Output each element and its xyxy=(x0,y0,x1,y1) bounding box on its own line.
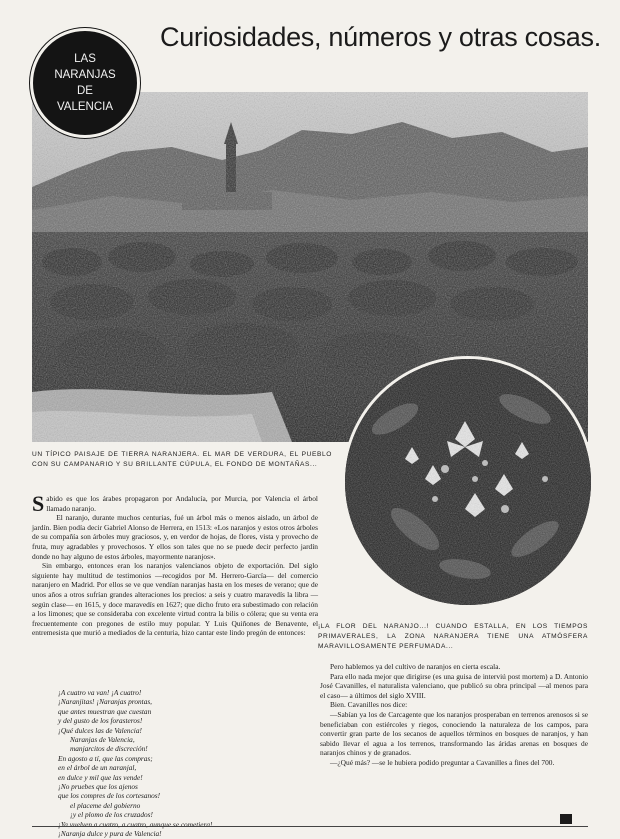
badge-line: LAS xyxy=(74,53,96,65)
end-mark xyxy=(560,814,572,824)
article-paragraph: —¿Qué más? —se le hubiera podido preguntar a Cavanilles a fines del 700. xyxy=(330,757,555,767)
article-paragraph: Sin embargo, entonces eran los naranjos valencianos objeto de exportación. Del siglo siguiente hay multitud de testimonios —recogidos por M. Herrero-García— del comercio naranjero en Madrid. Por ellos se ve que vendían naranjas hasta en los meses de verano; que de unos años a otros sufrían grandes alteraciones los precios: a seis y cuatro maravedís la libra —según clase— en 1615, y doce maravedís en 1627; que dicho fruto era subestimado con relación a los limones; que se consideraba con excelente virtud contra la bilis o cólera; que su venta era frecuentemente con pregones de estilo muy popular. Y Luis Quiñones de Benavente, el entremesista que murió a mediados de la centuria, hizo cantar este lindo pregón de entonces: xyxy=(32,561,318,638)
orange-blossom-photo xyxy=(342,356,594,608)
badge-line: VALENCIA xyxy=(56,101,114,113)
article-paragraph: El naranjo, durante muchos centurias, fué un árbol más o menos aislado, un árbol de jardín. Bien podía decir Gabriel Alonso de Herrera, en 1513: «Los naranjos y estos otros árboles de su compañía son árboles muy graciosos, y, en verdor de hojas, de flores, vista y provecho de fruta, muy agradables y provechosos. Y ellos son tales que no se puede decir perfecto jardín donde no hay alguno de estos árboles, mayormente naranjos». xyxy=(32,513,318,561)
verse-line: ¡A cuatro va van! ¡A cuatro! xyxy=(58,688,142,697)
main-photo-caption: UN TÍPICO PAISAJE DE TIERRA NARANJERA. EL MAR DE VERDURA, EL PUEBLO CON SU CAMPANARIO Y SU BRILLANTE CÚPULA, EL FONDO DE MONTAÑAS... xyxy=(32,451,332,468)
section-badge xyxy=(30,28,140,138)
article-paragraph: —Sabían ya los de Carcagente que los naranjos prosperaban en terrenos arenosos si se beneficiaban con estiércoles y riegos, conociendo la naturaleza de los campos, para convertir gran parte de los secanos de aquellos términos en bosques de naranjos, y han sabido llevar el agua a los terrenos, transformando las áridas arenas en bosques de naranjos chinos y de granados. xyxy=(320,709,588,758)
drop-cap: S xyxy=(32,491,45,516)
verse-line: y del gusto de los forasteros! xyxy=(58,716,143,726)
verse-line: ¡Naranja dulce y pura de Valencia! xyxy=(58,829,162,839)
verse-line: En agosto a tí, que las compras; xyxy=(58,753,153,763)
verse-line: manjarcitos de discreción! xyxy=(70,744,148,754)
article-paragraph: Para ello nada mejor que dirigirse (es una guisa de interviú post mortem) a D. Antonio José Cavanilles, el naturalista valenciano, que publicó su obra principal —al menos para el caso— a últimos del siglo XVIII. xyxy=(320,671,588,700)
article-left-column xyxy=(32,491,318,638)
badge-line: DE xyxy=(77,85,93,97)
verse-line: ¡y el plomo de los cruzados! xyxy=(70,810,153,820)
article-right-column xyxy=(320,662,588,768)
bottom-rule xyxy=(32,826,588,827)
verse-line: en dulce y mil que las vende! xyxy=(58,772,143,782)
verse-line: ¡No pruebes que los ajenos xyxy=(58,782,138,792)
verse-line: ¡Qué dulces las de Valencia! xyxy=(58,725,142,735)
verse-line: ¡Ya vuelven a cuatro, a cuatro, aunque se cometiera! xyxy=(58,819,213,829)
blossom-photo-caption: ¡LA FLOR DEL NARANJO...! CUANDO ESTALLA, EN LOS TIEMPOS PRIMAVERALES, LA ZONA NARANJERA TIENE UNA ATMÓSFERA MARAVILLOSAMENTE PERFUMADA... xyxy=(318,623,588,650)
article-paragraph: Bien. Cavanilles nos dice: xyxy=(330,700,408,710)
verse-line: el placeme del gobierno xyxy=(70,800,141,810)
verse-line: que los compres de los cortesanos! xyxy=(58,791,161,801)
verse-line: Naranjas de Valencia, xyxy=(70,735,135,745)
verse-line: que antes muestran que cuestan xyxy=(58,706,152,716)
verse-line: en el árbol de un naranjal, xyxy=(58,763,137,773)
verse-line: ¡Naranjitas! ¡Naranjas prontas, xyxy=(58,697,153,707)
pregon-verse xyxy=(58,688,298,839)
badge-line: NARANJAS xyxy=(54,69,116,81)
article-paragraph: Pero hablemos ya del cultivo de naranjos en cierta escala. xyxy=(330,662,501,671)
article-paragraph: Sabido es que los árabes propagaron por Andalucía, por Murcia, por Valencia el árbol llamado naranjo. xyxy=(32,491,318,516)
page-headline: Curiosidades, números y otras cosas. xyxy=(160,22,601,52)
